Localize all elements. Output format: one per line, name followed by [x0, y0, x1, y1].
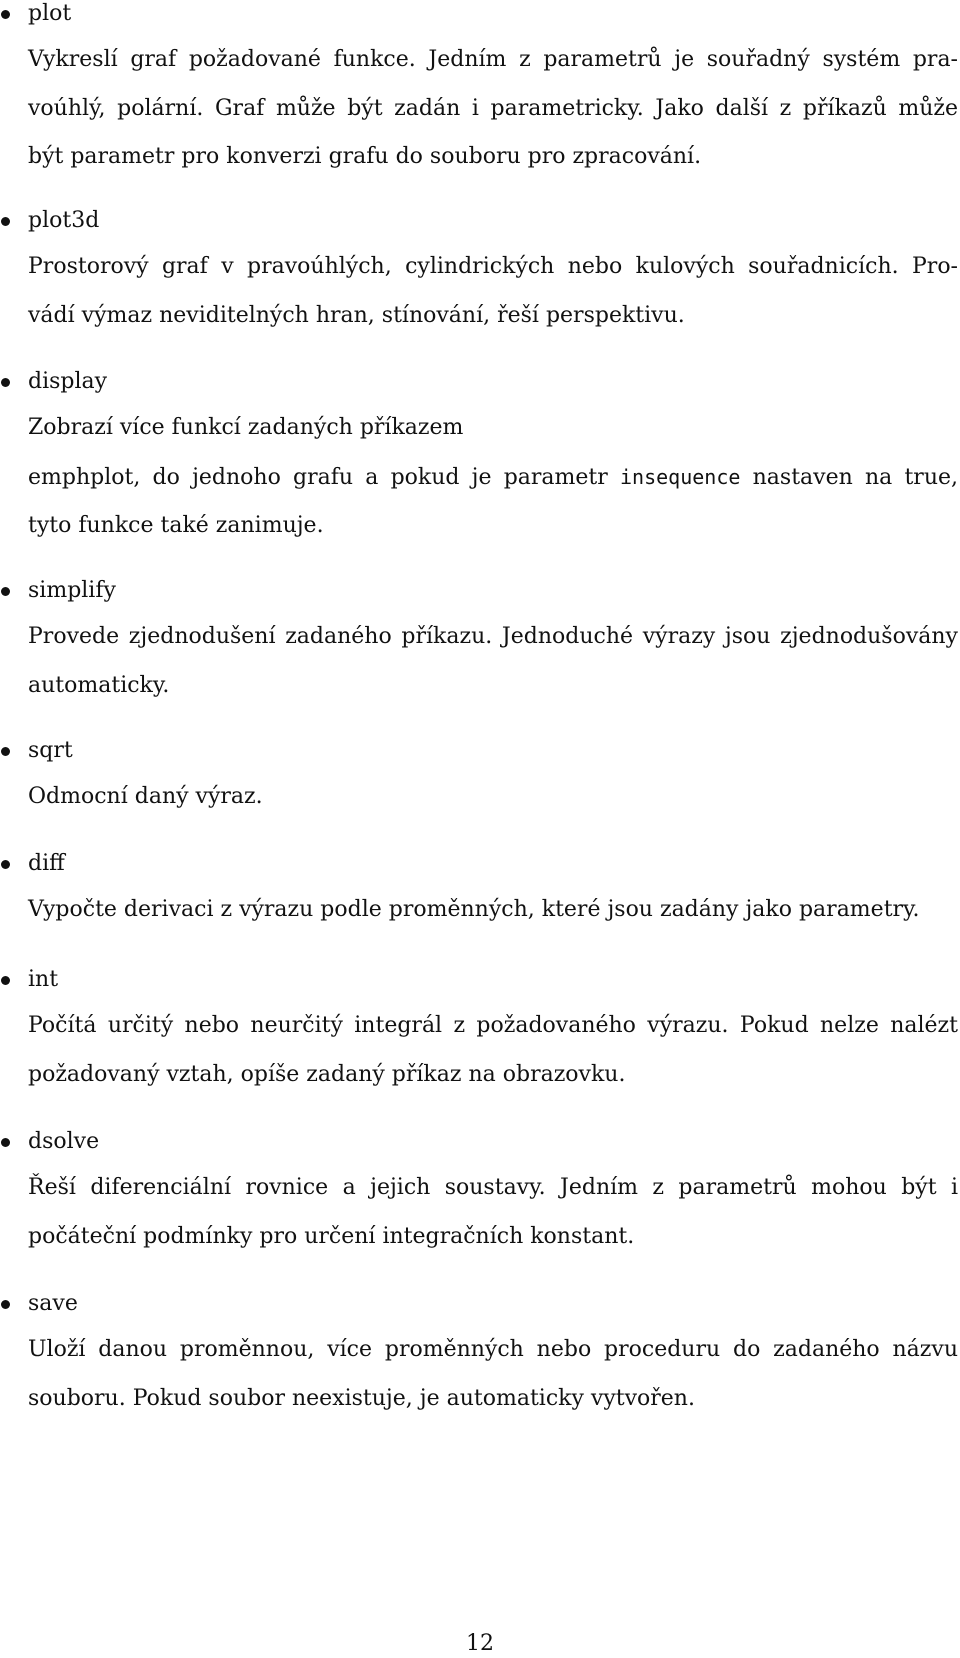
code-insequence: insequence — [620, 464, 741, 489]
bullet-icon — [1, 217, 10, 226]
description-line: Prostorový graf v pravoúhlých, cylindrických nebo kulových souřadnicích. Pro- — [28, 254, 958, 279]
bullet-icon — [1, 10, 10, 19]
description-line: požadovaný vztah, opíše zadaný příkaz na obrazovku. — [28, 1061, 626, 1087]
command-description-dsolve — [28, 1164, 958, 1261]
bullet-icon — [1, 747, 10, 756]
description-line: Řeší diferenciální rovnice a jejich soustavy. Jedním z parametrů mohou být i — [28, 1175, 958, 1200]
description-line: vádí výmaz neviditelných hran, stínování, řeší perspektivu. — [28, 302, 685, 328]
command-name: dsolve — [28, 1129, 100, 1154]
command-description-display — [28, 404, 958, 551]
command-name: display — [28, 369, 108, 394]
page-number: 12 — [466, 1631, 494, 1656]
command-description-diff — [28, 886, 958, 935]
command-name: plot3d — [28, 208, 100, 233]
bullet-icon — [1, 378, 10, 387]
command-name: diff — [28, 851, 65, 876]
command-description-sqrt — [28, 773, 958, 822]
description-line: souboru. Pokud soubor neexistuje, je automaticky vytvořen. — [28, 1385, 695, 1411]
command-description-int — [28, 1002, 958, 1099]
description-line: Odmocní daný výraz. — [28, 784, 263, 809]
description-text: nastaven na true, — [740, 464, 959, 490]
bullet-icon — [1, 587, 10, 596]
description-line: automaticky. — [28, 672, 170, 698]
bullet-icon — [1, 1300, 10, 1309]
description-text: emphplot, do jednoho grafu a pokud je parametr — [28, 464, 620, 490]
command-description-plot — [28, 36, 958, 182]
command-description-plot3d — [28, 243, 958, 340]
description-line: tyto funkce také zanimuje. — [28, 513, 324, 538]
description-line: být parametr pro konverzi grafu do souboru pro zpracování. — [28, 144, 702, 169]
command-name: int — [28, 967, 59, 992]
description-line: Vykreslí graf požadované funkce. Jedním z parametrů je souřadný systém pra- — [28, 47, 958, 72]
description-line: Zobrazí více funkcí zadaných příkazem — [28, 415, 464, 440]
description-line: počáteční podmínky pro určení integračních konstant. — [28, 1223, 635, 1249]
description-line: Vypočte derivaci z výrazu podle proměnných, které jsou zadány jako parametry. — [28, 897, 920, 922]
command-name: sqrt — [28, 738, 73, 763]
description-line: Provede zjednodušení zadaného příkazu. Jednoduché výrazy jsou zjednodušovány — [28, 624, 958, 649]
command-description-simplify — [28, 613, 958, 710]
command-name: plot — [28, 1, 72, 26]
description-line: Počítá určitý nebo neurčitý integrál z požadovaného výrazu. Pokud nelze nalézt — [28, 1013, 958, 1038]
command-name: simplify — [28, 578, 116, 603]
command-name: save — [28, 1291, 78, 1316]
description-line: Uloží danou proměnnou, více proměnných nebo proceduru do zadaného názvu — [28, 1337, 958, 1362]
bullet-icon — [1, 1138, 10, 1147]
bullet-icon — [1, 860, 10, 869]
command-description-save — [28, 1326, 958, 1423]
description-line — [28, 453, 958, 503]
bullet-icon — [1, 976, 10, 985]
description-line: voúhlý, polární. Graf může být zadán i parametricky. Jako další z příkazů může — [28, 95, 958, 121]
